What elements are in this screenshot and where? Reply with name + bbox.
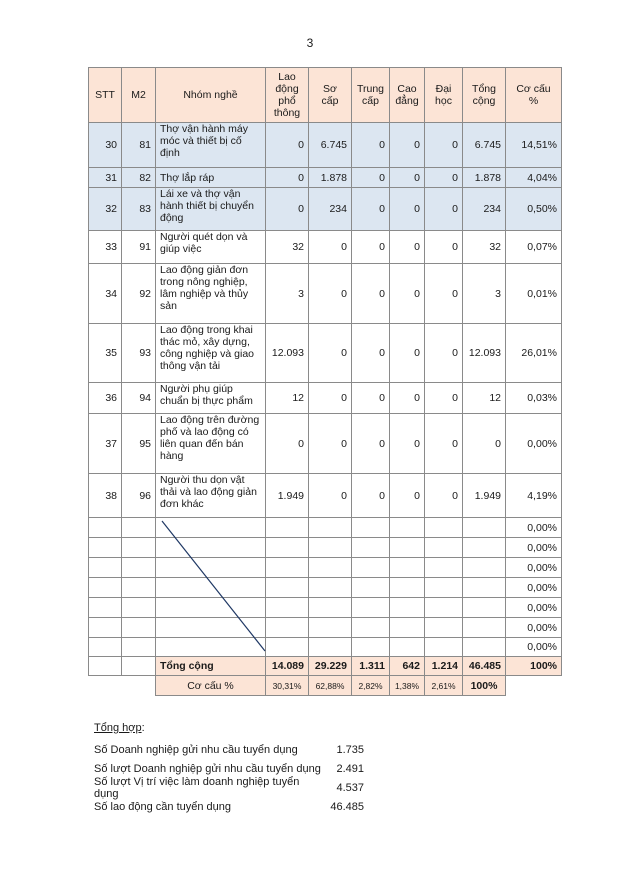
summary-item: Số lao động cần tuyển dụng 46.485 bbox=[94, 800, 364, 813]
table-row: 38 96 Người thu dọn vật thải và lao động giản đơn khác 1.949 0 0 0 0 1.949 4,19% bbox=[89, 474, 562, 518]
header-stt: STT bbox=[89, 68, 122, 123]
header-cao-dang: Cao đẳng bbox=[390, 68, 425, 123]
header-lao-dong-pho-thong: Lao động phổ thông bbox=[266, 68, 309, 123]
summary-item: Số lượt Vị trí việc làm doanh nghiệp tuyển dụng 4.537 bbox=[94, 775, 364, 800]
header-row bbox=[89, 68, 562, 123]
table-row: 32 83 Lái xe và thợ vận hành thiết bị chuyển động 0 234 0 0 0 234 0,50% bbox=[89, 188, 562, 231]
empty-row: 0,00% bbox=[89, 558, 562, 578]
empty-row: 0,00% bbox=[89, 598, 562, 618]
table-row: 37 95 Lao động trên đường phố và lao động có liên quan đến bán hàng 0 0 0 0 0 0 0,00% bbox=[89, 414, 562, 474]
empty-row: 0,00% bbox=[89, 538, 562, 558]
header-co-cau: Cơ cấu % bbox=[506, 68, 562, 123]
table-row: 36 94 Người phụ giúp chuẩn bị thực phẩm 12 0 0 0 0 12 0,03% bbox=[89, 383, 562, 414]
co-cau-row: Cơ cấu % 30,31% 62,88% 2,82% 1,38% 2,61% 100% bbox=[89, 676, 562, 696]
header-dai-hoc: Đại học bbox=[425, 68, 463, 123]
total-label: Tổng cộng bbox=[156, 657, 266, 676]
header-nhom-nghe: Nhóm nghề bbox=[156, 68, 266, 123]
table-row: 30 81 Thợ vận hành máy móc và thiết bị cố định 0 6.745 0 0 0 6.745 14,51% bbox=[89, 123, 562, 168]
header-trung-cap: Trung cấp bbox=[352, 68, 390, 123]
empty-row: 0,00% bbox=[89, 518, 562, 538]
empty-row: 0,00% bbox=[89, 618, 562, 638]
recruitment-table bbox=[88, 67, 562, 696]
summary-item: Số lượt Doanh nghiệp gửi nhu cầu tuyển dụng 2.491 bbox=[94, 762, 364, 775]
table-row: 31 82 Thợ lắp ráp 0 1.878 0 0 0 1.878 4,04% bbox=[89, 168, 562, 188]
page-number: 3 bbox=[306, 36, 314, 50]
summary-section: Tổng hợp: Số Doanh nghiệp gửi nhu cầu tuyển dụng 1.735 Số lượt Doanh nghiệp gửi nhu cầu tuyển dụng 2.491 Số lượt Vị trí việc làm doanh nghiệp tuyển dụng 4.537 Số lao động cần tuyển dụng 46.485 bbox=[94, 722, 364, 816]
total-row: Tổng cộng 14.089 29.229 1.311 642 1.214 46.485 100% bbox=[89, 657, 562, 676]
co-cau-label: Cơ cấu % bbox=[156, 676, 266, 696]
header-so-cap: Sơ cấp bbox=[309, 68, 352, 123]
summary-item: Số Doanh nghiệp gửi nhu cầu tuyển dụng 1.735 bbox=[94, 743, 364, 756]
diagonal-line bbox=[161, 520, 271, 655]
summary-title: Tổng hợp bbox=[94, 722, 142, 734]
header-tong-cong: Tổng cộng bbox=[463, 68, 506, 123]
table-row: 34 92 Lao động giản đơn trong nông nghiệp, lâm nghiệp và thủy sản 3 0 0 0 0 3 0,01% bbox=[89, 264, 562, 324]
table-row: 33 91 Người quét dọn và giúp việc 32 0 0 0 0 32 0,07% bbox=[89, 231, 562, 264]
empty-row: 0,00% bbox=[89, 578, 562, 598]
header-m2: M2 bbox=[122, 68, 156, 123]
empty-row: 0,00% bbox=[89, 638, 562, 657]
table-row: 35 93 Lao động trong khai thác mỏ, xây dựng, công nghiệp và giao thông vận tải 12.093 0 0 0 0 12.093 26,01% bbox=[89, 324, 562, 383]
